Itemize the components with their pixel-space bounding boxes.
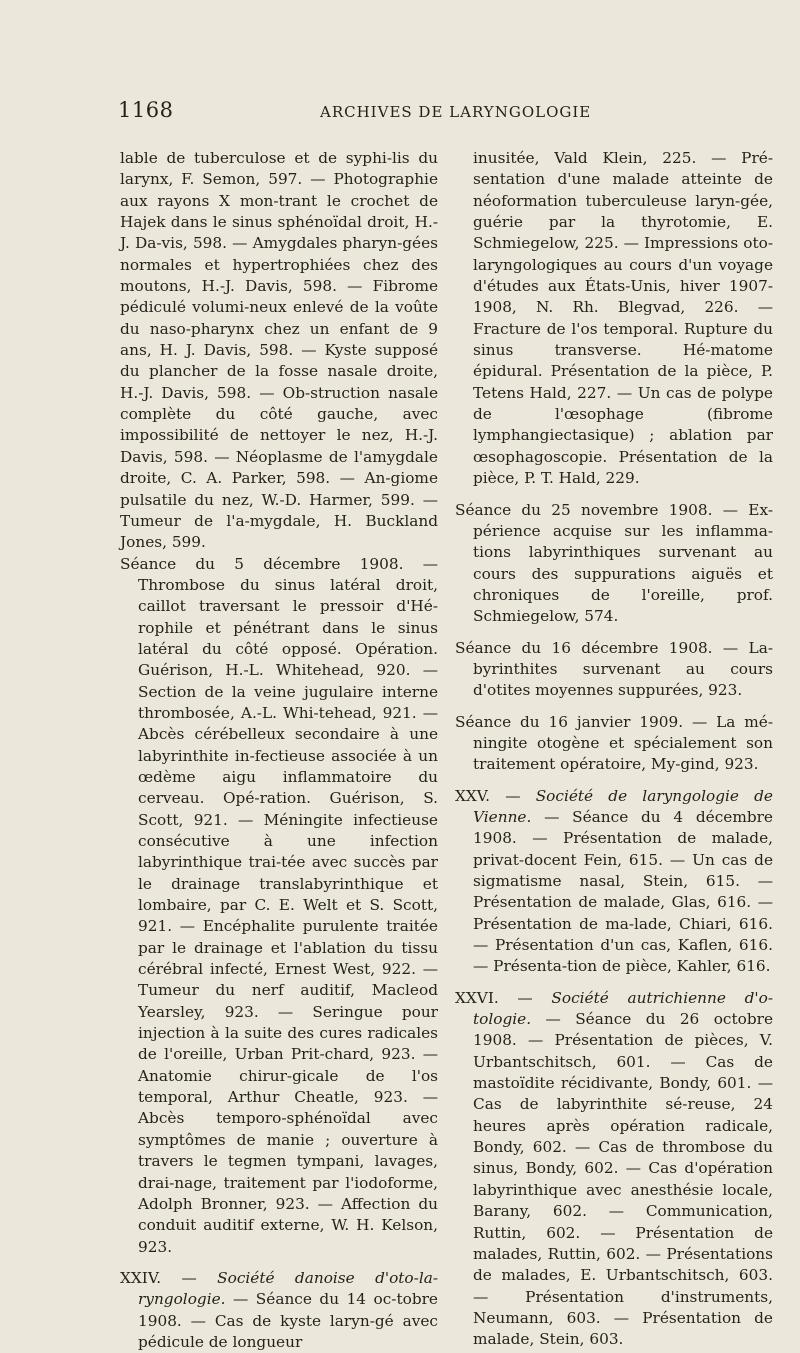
page-number: 1168 bbox=[118, 98, 174, 122]
section-title: Société danoise d'oto-la-ryngologie. bbox=[138, 1268, 438, 1309]
right-paragraph-seance-16-janvier: Séance du 16 janvier 1909. — La mé-ningite otogène et spécialement son traitement opératoire, My-gind, 923. bbox=[455, 712, 773, 774]
right-paragraph-seance-25-novembre: Séance du 25 novembre 1908. — Ex-périence acquise sur les inflamma-tions labyrinthiques survenant au cours des suppurations aiguës et chroniques de l'oreille, prof. Schmiegelow, 574. bbox=[455, 500, 773, 626]
left-paragraph-section-xxiv bbox=[120, 1268, 438, 1353]
page-header bbox=[118, 98, 734, 124]
right-paragraph-continued: inusitée, Vald Klein, 225. — Pré-sentation d'une malade atteinte de néoformation tuberculeuse laryn-gée, guérie par la thyrotomie, E. Schmiegelow, 225. — Impressions oto-laryngologiques au cours d'un voyage d'études aux États-Unis, hiver 1907-1908, N. Rh. Blegvad, 226. — Fracture de l'os temporal. Rupture du sinus transverse. Hé-matome épidural. Présentation de la pièce, P. Tetens Hald, 227. — Un cas de polype de l'œsophage (fibrome lymphangiectasique) ; ablation par œsophagoscopie. Présentation de la pièce, P. T. Hald, 229. bbox=[473, 149, 773, 488]
section-text: — Séance du 26 octobre 1908. — Présentation de pièces, V. Urbantschitsch, 601. — Cas de mastoïdite récidivante, Bondy, 601. — Cas de labyrinthite sé-reuse, 24 heures après opération radicale, Bondy, 602. — Cas de thrombose du sinus, Bondy, 602. — Cas d'opération labyrinthique avec anesthésie locale, Barany, 602. — Communication, Ruttin, 602. — Présentation de malades, Ruttin, 602. — Présentations de malades, E. Urbantschitsch, 603. — Présentation d'instruments, Neumann, 603. — Présentation de malade, Stein, 603. bbox=[473, 1010, 773, 1349]
left-paragraph-seance-5-decembre: Séance du 5 décembre 1908. — Thrombose du sinus latéral droit, caillot traversant le pressoir d'Hé-rophile et pénétrant dans le sinus latéral du côté opposé. Opération. Guérison, H.-L. Whitehead, 920. — Section de la veine jugulaire interne thrombosée, A.-L. Whi-tehead, 921. — Abcès cérébelleux secondaire à une labyrinthite in-fectieuse associée à un œdème aigu inflammatoire du cerveau. Opé-ration. Guérison, S. Scott, 921. — Méningite infectieuse consécutive à une infection labyrinthique trai-tée avec succès par le drainage translabyrinthique et lombaire, par C. E. Welt et S. Scott, 921. — Encéphalite purulente traitée par le drainage et l'ablation du tissu cérébral infecté, Ernest West, 922. — Tumeur du nerf auditif, Macleod Yearsley, 923. — Seringue pour injection à la suite des cures radicales de l'oreille, Urban Prit-chard, 923. — Anatomie chirur-gicale de l'os temporal, Arthur Cheatle, 923. — Abcès temporo-sphénoïdal avec symptômes de manie ; ouverture à travers le tegmen tympani, lavages, drai-nage, traitement par l'iodoforme, Adolph Bronner, 923. — Affection du conduit auditif externe, W. H. Kelson, 923. bbox=[120, 554, 438, 1256]
left-column bbox=[120, 148, 438, 1353]
right-column bbox=[455, 148, 773, 1351]
right-paragraph-section-xxvi bbox=[455, 988, 773, 1351]
section-title: Société autrichienne d'o-tologie. bbox=[473, 988, 773, 1029]
section-number: XXV. — bbox=[455, 786, 536, 805]
section-title: Société de laryngologie de Vienne. bbox=[473, 786, 773, 826]
right-paragraph-seance-16-decembre: Séance du 16 décembre 1908. — La-byrinthites survenant au cours d'otites moyennes suppurées, 923. bbox=[455, 638, 773, 700]
right-paragraph-section-xxv bbox=[455, 786, 773, 978]
left-paragraph-continued: lable de tuberculose et de syphi-lis du larynx, F. Semon, 597. — Photographie aux rayons X mon-trant le crochet de Hajek dans le sinus sphénoïdal droit, H.-J. Da-vis, 598. — Amygdales pharyn-gées normales et hypertrophiées chez des moutons, H.-J. Davis, 598. — Fibrome pédiculé volumi-neux enlevé de la voûte du naso-pharynx chez un enfant de 9 ans, H. J. Davis, 598. — Kyste supposé du plancher de la fosse nasale droite, H.-J. Davis, 598. — Ob-struction nasale complète du côté gauche, avec impossibilité de nettoyer le nez, H.-J. Davis, 598. — Néoplasme de l'amygdale droite, C. A. Parker, 598. — An-giome pulsatile du nez, W.-D. Harmer, 599. — Tumeur de l'a-mygdale, H. Buckland Jones, 599. bbox=[120, 149, 438, 552]
column-divider bbox=[442, 150, 443, 1240]
section-text: — Séance du 14 oc-tobre 1908. — Cas de kyste laryn-gé avec pédicule de longueur bbox=[138, 1290, 438, 1351]
running-title: ARCHIVES DE LARYNGOLOGIE bbox=[320, 103, 592, 121]
section-text: — Séance du 4 décembre 1908. — Présentation de malade, privat-docent Fein, 615. — Un cas de sigmatisme nasal, Stein, 615. — Présentation de malade, Glas, 616. — Présentation de ma-lade, Chiari, 616. — Présentation d'un cas, Kaflen, 616. — Présenta-tion de pièce, Kahler, 616. bbox=[473, 807, 773, 976]
section-number: XXVI. — bbox=[455, 988, 552, 1007]
section-number: XXIV. — bbox=[120, 1268, 218, 1287]
